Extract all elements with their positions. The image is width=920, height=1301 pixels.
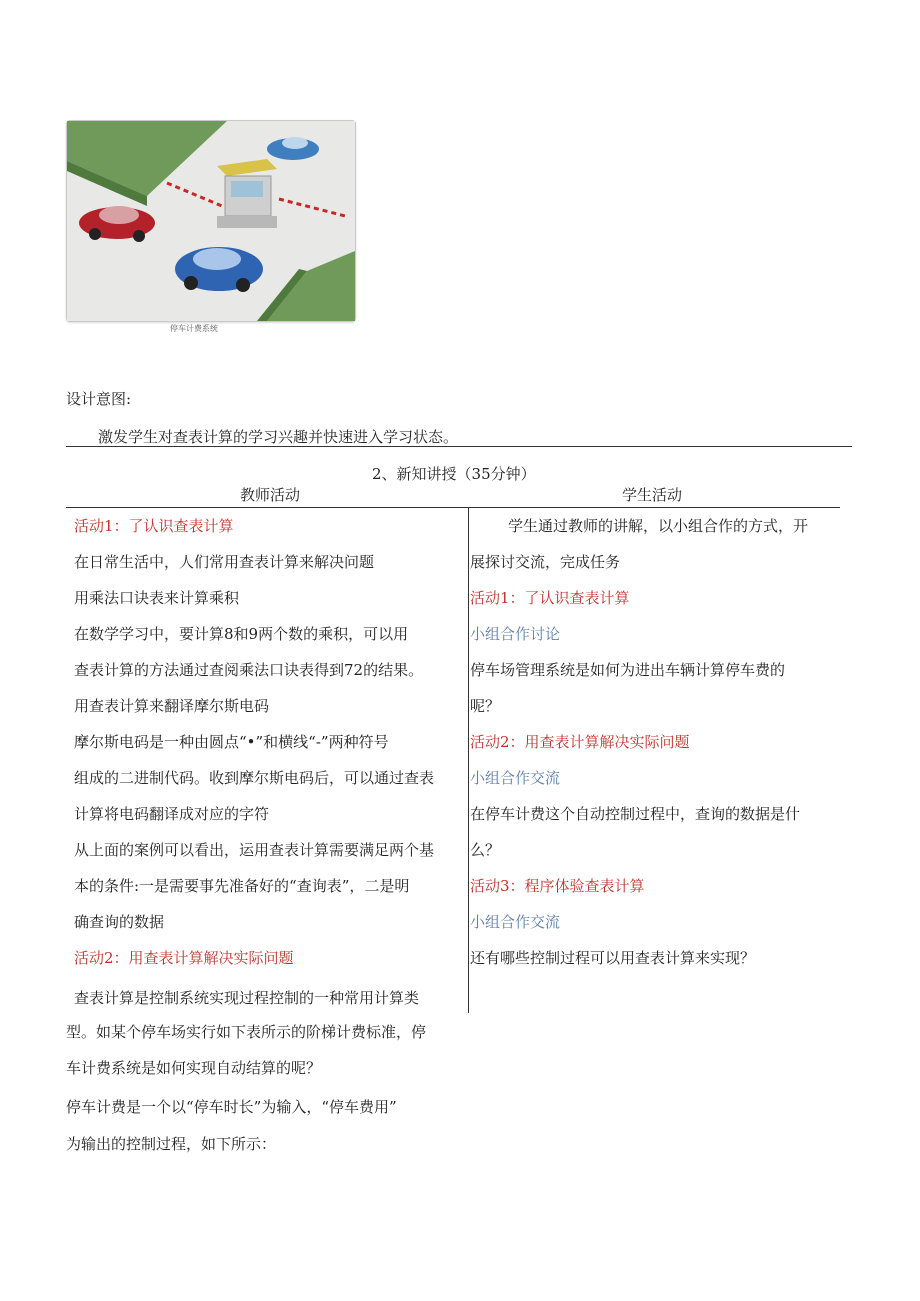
student-group-label: 小组合作讨论 xyxy=(470,625,561,643)
parking-illustration xyxy=(66,120,356,322)
teacher-paragraph: 计算将电码翻译成对应的字符 xyxy=(74,805,270,823)
teacher-paragraph: 为输出的控制过程，如下所示： xyxy=(66,1135,277,1153)
teacher-paragraph: 型。如某个停车场实行如下表所示的阶梯计费标准，停 xyxy=(66,1023,427,1041)
teacher-activity-1-title: 活动1：了认识查表计算 xyxy=(74,517,234,535)
student-activity-2-title: 活动2：用查表计算解决实际问题 xyxy=(470,733,690,751)
teacher-paragraph: 停车计费是一个以“停车时长”为输入，“停车费用” xyxy=(66,1098,397,1116)
teacher-paragraph: 查表计算的方法通过查阅乘法口诀表得到72的结果。 xyxy=(74,661,424,679)
student-paragraph: 展探讨交流，完成任务 xyxy=(470,553,621,571)
teacher-paragraph: 摩尔斯电码是一种由圆点“•”和横线“-”两种符号 xyxy=(74,733,389,751)
design-intent-text: 激发学生对查表计算的学习兴趣并快速进入学习状态。 xyxy=(98,428,459,446)
student-paragraph: 停车场管理系统是如何为进出车辆计算停车费的 xyxy=(470,661,786,679)
teacher-paragraph: 从上面的案例可以看出，运用查表计算需要满足两个基 xyxy=(74,841,435,859)
teacher-paragraph: 查表计算是控制系统实现过程控制的一种常用计算类 xyxy=(74,989,420,1007)
student-group-label: 小组合作交流 xyxy=(470,769,561,787)
student-activity-3-title: 活动3：程序体验查表计算 xyxy=(470,877,645,895)
teacher-column-header: 教师活动 xyxy=(240,486,301,504)
teacher-paragraph: 车计费系统是如何实现自动结算的呢？ xyxy=(66,1059,322,1077)
section-title: 2、新知讲授（35分钟） xyxy=(372,465,536,483)
student-activity-1-title: 活动1：了认识查表计算 xyxy=(470,589,630,607)
teacher-paragraph: 确查询的数据 xyxy=(74,913,165,931)
student-paragraph: 还有哪些控制过程可以用查表计算来实现？ xyxy=(470,949,756,967)
column-divider xyxy=(468,507,469,1013)
student-paragraph: 学生通过教师的讲解，以小组合作的方式，开 xyxy=(508,517,809,535)
teacher-paragraph: 在日常生活中，人们常用查表计算来解决问题 xyxy=(74,553,375,571)
student-group-label: 小组合作交流 xyxy=(470,913,561,931)
teacher-activity-2-title: 活动2：用查表计算解决实际问题 xyxy=(74,949,294,967)
parking-lot-drawing xyxy=(67,121,355,321)
student-paragraph: 在停车计费这个自动控制过程中，查询的数据是什 xyxy=(470,805,801,823)
figure-caption: 停车计费系统 xyxy=(170,324,218,333)
teacher-paragraph: 用乘法口诀表来计算乘积 xyxy=(74,589,240,607)
teacher-paragraph: 在数学学习中，要计算8和9两个数的乘积，可以用 xyxy=(74,625,409,643)
student-column-header: 学生活动 xyxy=(622,486,683,504)
section-divider xyxy=(66,446,852,447)
teacher-paragraph: 组成的二进制代码。收到摩尔斯电码后，可以通过查表 xyxy=(74,769,435,787)
teacher-paragraph: 用查表计算来翻译摩尔斯电码 xyxy=(74,697,270,715)
student-paragraph: 呢？ xyxy=(470,697,501,715)
design-intent-label: 设计意图: xyxy=(66,390,132,408)
table-header-line xyxy=(66,507,840,508)
student-paragraph: 么？ xyxy=(470,841,501,859)
teacher-paragraph: 本的条件:一是需要事先准备好的“查询表”，二是明 xyxy=(74,877,410,895)
